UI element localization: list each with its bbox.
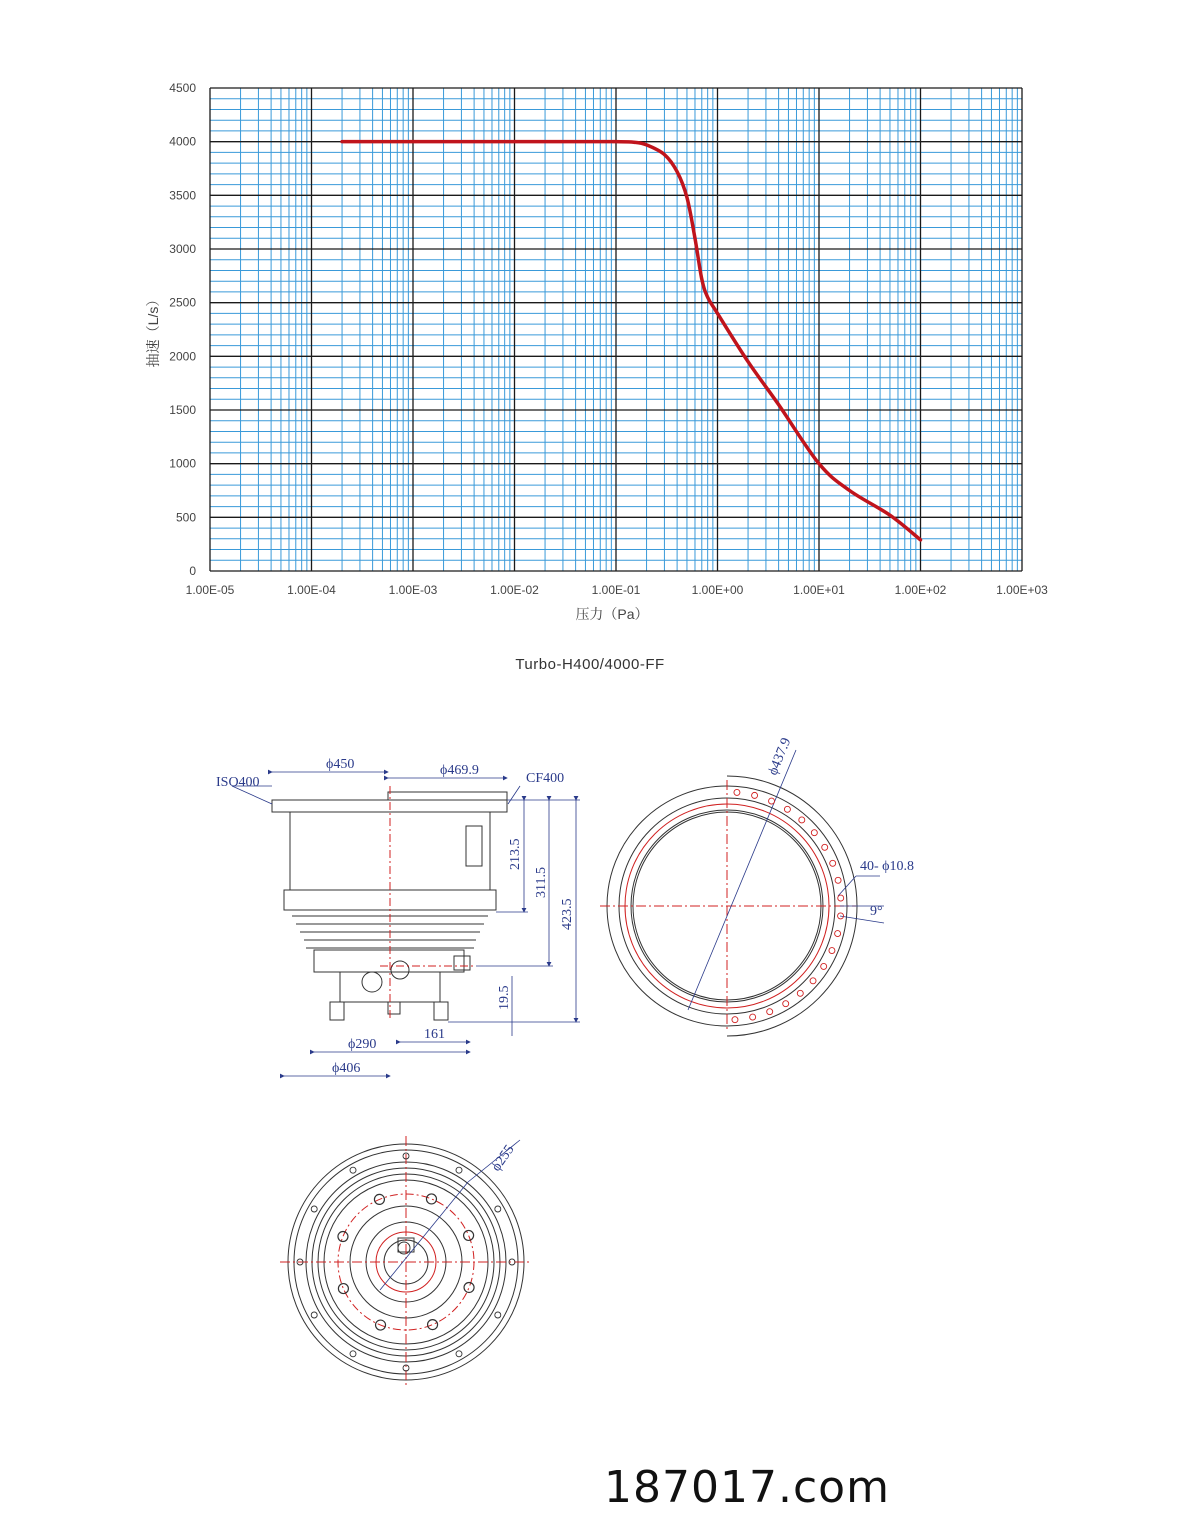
y-tick-label: 4500 — [169, 81, 196, 95]
y-tick-labels — [169, 81, 196, 578]
flange-hole — [821, 963, 827, 969]
flange-hole — [767, 1009, 773, 1015]
flange-hole — [769, 798, 775, 804]
bottom-bolt — [338, 1232, 348, 1242]
cf-flange — [388, 792, 507, 800]
y-tick-label: 3500 — [169, 188, 196, 203]
flange-hole — [799, 817, 805, 823]
flange-hole — [734, 789, 740, 795]
x-tick-label: 1.00E+00 — [691, 583, 744, 597]
dim-h423: 423.5 — [560, 898, 575, 930]
x-tick-label: 1.00E+03 — [996, 583, 1048, 597]
dim-h311: 311.5 — [534, 867, 549, 898]
connector-port — [362, 972, 382, 992]
x-axis-label: 压力（Pa） — [575, 606, 649, 622]
x-tick-label: 1.00E-01 — [591, 583, 641, 597]
foot-left — [330, 1002, 344, 1020]
side-view — [272, 786, 507, 1020]
bottom-bolt — [338, 1284, 348, 1294]
dim-d450: ϕ450 — [326, 757, 355, 772]
flange-hole — [822, 844, 828, 850]
flange-hole — [810, 978, 816, 984]
dim-w161: 161 — [424, 1027, 445, 1042]
flange-hole — [797, 990, 803, 996]
site-watermark: 187017.com — [604, 1462, 890, 1513]
lower-housing — [314, 950, 464, 972]
x-tick-label: 1.00E-03 — [388, 583, 438, 597]
outer-bolt — [456, 1351, 462, 1357]
bottom-bolt — [428, 1320, 438, 1330]
holes-label: 40- ϕ10.8 — [860, 859, 915, 874]
x-tick-label: 1.00E-02 — [490, 583, 539, 597]
flange-hole — [830, 860, 836, 866]
outer-bolt — [350, 1351, 356, 1357]
y-axis-label: 抽速（L/s） — [145, 292, 161, 368]
bottom-view — [280, 1136, 532, 1388]
vent-port — [391, 961, 409, 979]
flange-hole — [835, 877, 841, 883]
top-view-labels — [766, 736, 914, 919]
side-plate — [466, 826, 482, 866]
top-view — [600, 750, 884, 1036]
x-tick-label: 1.00E+01 — [793, 583, 845, 597]
y-tick-label: 0 — [189, 564, 196, 578]
bottom-bolt — [464, 1230, 474, 1240]
angle-label: 9° — [870, 904, 883, 919]
chart-caption: Turbo-H400/4000-FF — [515, 656, 665, 673]
x-tick-labels — [186, 583, 1049, 597]
dim-d469: ϕ469.9 — [440, 763, 479, 778]
dim-d406: ϕ406 — [332, 1061, 361, 1076]
dim-d255: ϕ255 — [488, 1142, 518, 1175]
outer-bolt — [495, 1206, 501, 1212]
flange-hole — [811, 830, 817, 836]
outer-bolt — [311, 1206, 317, 1212]
flange-hole — [838, 895, 844, 901]
y-tick-label: 1500 — [169, 403, 196, 417]
backing-port — [454, 956, 470, 970]
bottom-bolt — [426, 1194, 436, 1204]
x-tick-label: 1.00E-04 — [287, 583, 336, 597]
x-tick-label: 1.00E-05 — [185, 583, 235, 597]
pumping-speed-chart — [0, 0, 1200, 640]
flange-hole — [829, 948, 835, 954]
outer-bolt — [456, 1167, 462, 1173]
dim-d437: ϕ437.9 — [765, 735, 795, 778]
y-tick-label: 500 — [175, 510, 196, 525]
flange-hole — [750, 1014, 756, 1020]
flange-hole — [783, 1001, 789, 1007]
dim-h213: 213.5 — [508, 838, 523, 870]
y-tick-label: 1000 — [169, 456, 196, 471]
foot-right — [434, 1002, 448, 1020]
bottom-bolt — [464, 1282, 474, 1292]
y-tick-label: 4000 — [169, 134, 196, 149]
y-tick-label: 2500 — [169, 295, 196, 310]
cf400-label: CF400 — [526, 771, 565, 786]
dim-h19: 19.5 — [497, 985, 512, 1010]
iso400-label: ISO400 — [216, 775, 260, 790]
y-tick-label: 2000 — [169, 349, 196, 364]
flange-hole — [784, 806, 790, 812]
flange-hole — [752, 792, 758, 798]
y-tick-label: 3000 — [169, 242, 196, 256]
dia-leader — [688, 750, 796, 1010]
flange-hole — [835, 931, 841, 937]
x-tick-label: 1.00E+02 — [894, 583, 947, 597]
technical-drawing — [0, 720, 1200, 1500]
flange-hole — [732, 1017, 738, 1023]
outer-bolt — [350, 1167, 356, 1173]
dim-d290: ϕ290 — [348, 1037, 377, 1052]
outer-bolt — [495, 1312, 501, 1318]
outer-bolt — [311, 1312, 317, 1318]
